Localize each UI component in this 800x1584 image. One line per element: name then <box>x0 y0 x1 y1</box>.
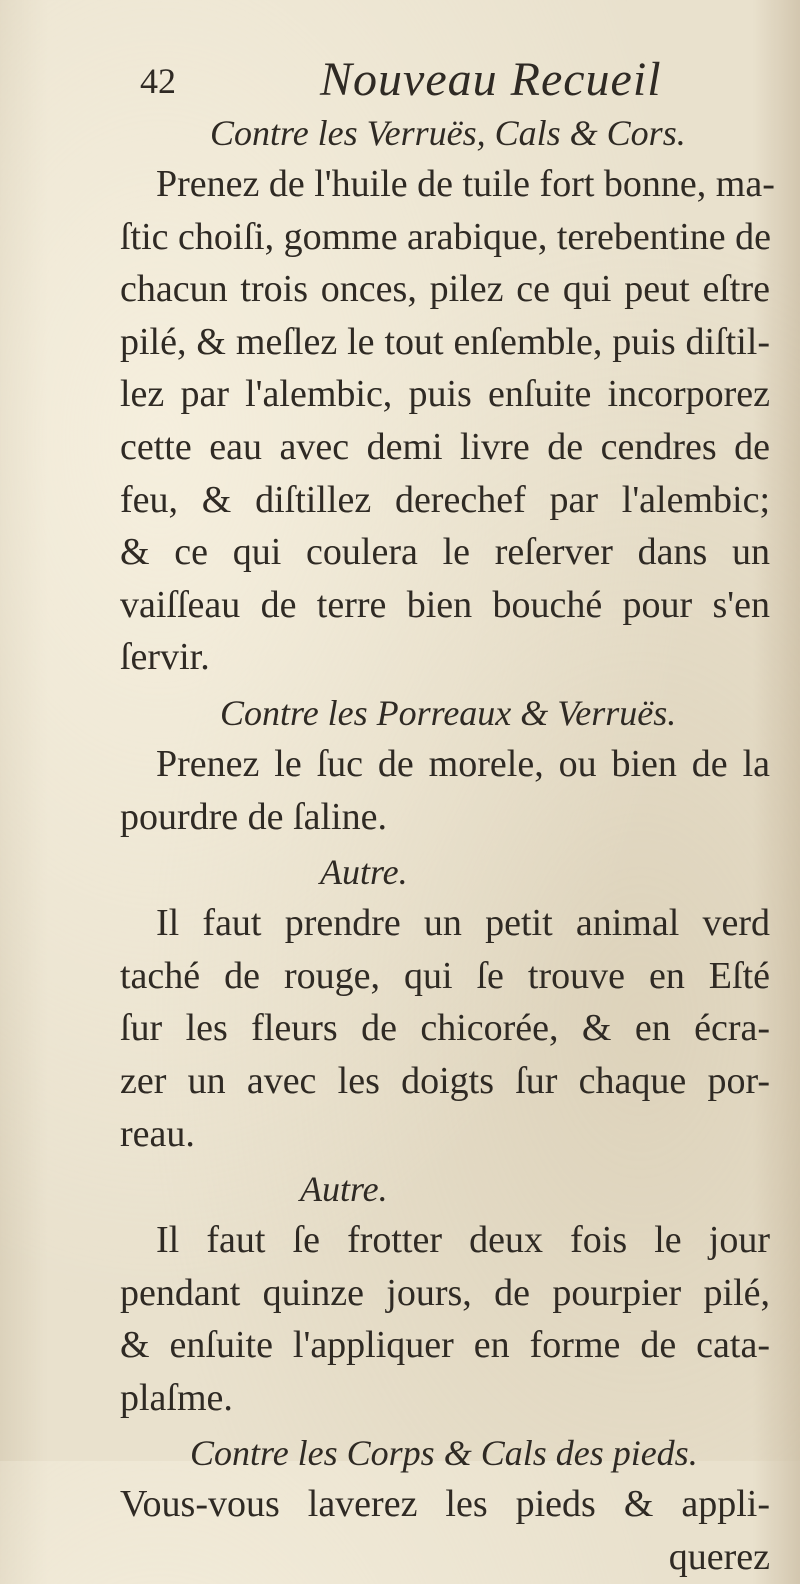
section-title: Contre les Porreaux & Verruës. <box>220 692 677 733</box>
text-line: & ce qui coulera le reſerver dans un <box>120 531 770 574</box>
text-line: & enſuite l'appliquer en forme de cata- <box>120 1324 770 1367</box>
text-line: reau. <box>120 1112 195 1155</box>
text-line: Il faut prendre un petit animal verd <box>156 902 770 945</box>
section-autre-2 <box>120 1164 770 1424</box>
text-line: pendant quinze jours, de pourpier pilé, <box>120 1271 770 1314</box>
section-corps-cals-pieds <box>120 1428 770 1583</box>
section-title: Contre les Corps & Cals des pieds. <box>190 1433 698 1474</box>
text-line: Prenez de l'huile de tuile fort bonne, ma- <box>156 163 775 205</box>
text-line: ſervir. <box>120 636 210 679</box>
paragraph <box>120 738 770 843</box>
text-line: cette eau avec demi livre de cendres de <box>120 425 770 468</box>
text-line: Prenez le ſuc de morele, ou bien de la <box>156 742 770 785</box>
paragraph <box>120 1214 770 1424</box>
text-line: vaiſſeau de terre bien bouché pour s'en <box>120 583 770 626</box>
section-verrues-cals-cors <box>120 108 775 684</box>
running-title: Nouveau Recueil <box>320 53 662 106</box>
text-line: chacun trois onces, pilez ce qui peut eſtre <box>120 268 770 311</box>
text-line: lez par l'alembic, puis enſuite incorporez <box>120 373 770 416</box>
page-header <box>120 52 780 108</box>
text-line: Il faut ſe frotter deux fois le jour <box>156 1219 770 1262</box>
paragraph <box>120 1478 770 1583</box>
catchword: querez <box>668 1536 770 1579</box>
page-number: 42 <box>140 61 176 101</box>
text-line: Vous-vous laverez les pieds & appli- <box>120 1483 770 1526</box>
section-autre-1 <box>120 847 770 1160</box>
section-title: Autre. <box>300 1169 388 1210</box>
text-line: zer un avec les doigts ſur chaque por- <box>120 1059 770 1102</box>
section-porreaux-verrues <box>120 688 770 843</box>
text-line: pourdre de ſaline. <box>120 795 387 838</box>
section-title: Autre. <box>320 852 408 893</box>
text-line: taché de rouge, qui ſe trouve en Eſté <box>120 954 770 997</box>
text-line: plaſme. <box>120 1376 233 1419</box>
paragraph <box>120 897 770 1160</box>
text-line: pilé, & meſlez le tout enſemble, puis diſtil- <box>120 320 770 363</box>
text-line: feu, & diſtillez derechef par l'alembic; <box>120 478 770 521</box>
text-line: ſtic choiſi, gomme arabique, terebentine de <box>120 215 772 258</box>
section-title: Contre les Verruës, Cals & Cors. <box>210 113 686 153</box>
text-line: ſur les fleurs de chicorée, & en écra- <box>120 1007 770 1050</box>
body-text <box>120 108 775 1584</box>
paragraph <box>120 158 775 684</box>
